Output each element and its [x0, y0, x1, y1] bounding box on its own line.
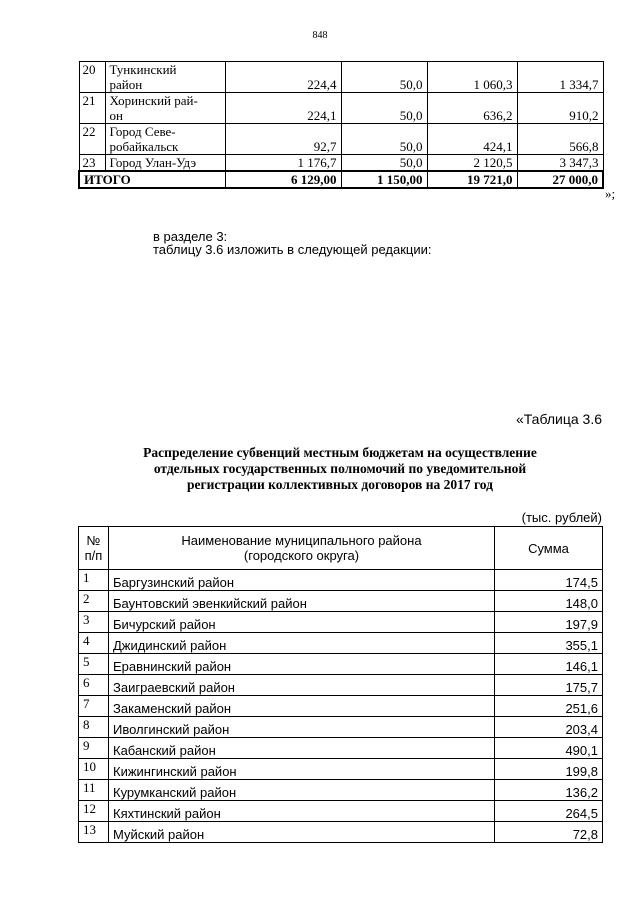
table-row — [79, 591, 603, 612]
total-value: 19 721,0 — [427, 171, 517, 188]
row-name-line: Хоринский рай- — [109, 93, 198, 108]
row-number: 6 — [79, 675, 109, 696]
value-cell: 1 060,3 — [427, 62, 517, 93]
district-name: Муйский район — [109, 822, 495, 843]
header-name-line: (городского округа) — [243, 548, 360, 563]
total-row — [79, 171, 603, 188]
district-name: Кабанский район — [109, 738, 495, 759]
value-cell: 224,4 — [225, 62, 341, 93]
header-num — [79, 527, 109, 570]
total-value: 1 150,00 — [341, 171, 427, 188]
district-name: Баргузинский район — [109, 570, 495, 591]
table-row — [79, 822, 603, 843]
header-num-line: п/п — [84, 548, 103, 563]
total-label: ИТОГО — [79, 171, 225, 188]
value-cell: 636,2 — [427, 93, 517, 124]
page-number: 848 — [312, 30, 328, 41]
section-paragraph: в разделе 3: — [153, 229, 228, 244]
value-cell: 424,1 — [427, 124, 517, 155]
value-cell: 566,8 — [517, 124, 603, 155]
previous-table-body — [79, 62, 603, 189]
row-name-line: Город Улан-Удэ — [109, 155, 197, 170]
row-name-line: он — [109, 108, 123, 123]
total-value: 6 129,00 — [225, 171, 341, 188]
row-name-line: Тункинский — [109, 62, 177, 77]
district-name: Бичурский район — [109, 612, 495, 633]
table-row — [79, 801, 603, 822]
subventions-table — [78, 526, 603, 843]
table-row — [79, 696, 603, 717]
value-cell: 92,7 — [225, 124, 341, 155]
previous-table — [78, 61, 604, 189]
table-row — [79, 62, 603, 93]
row-number: 20 — [79, 62, 105, 93]
table-row — [79, 633, 603, 654]
district-name: Курумканский район — [109, 780, 495, 801]
sum-value: 175,7 — [495, 675, 603, 696]
district-name: Джидинский район — [109, 633, 495, 654]
district-name: Закаменский район — [109, 696, 495, 717]
instruction-paragraph: таблицу 3.6 изложить в следующей редакции: — [153, 242, 432, 257]
sum-value: 72,8 — [495, 822, 603, 843]
sum-value: 199,8 — [495, 759, 603, 780]
table-title — [80, 445, 600, 493]
district-name: Еравнинский район — [109, 654, 495, 675]
row-number: 10 — [79, 759, 109, 780]
row-name — [105, 62, 225, 93]
row-number: 12 — [79, 801, 109, 822]
table-row — [79, 155, 603, 172]
table-title-line: отдельных государственных полномочий по уведомительной — [153, 461, 527, 476]
row-number: 21 — [79, 93, 105, 124]
row-number: 4 — [79, 633, 109, 654]
table-row — [79, 780, 603, 801]
district-name: Баунтовский эвенкийский район — [109, 591, 495, 612]
value-cell: 50,0 — [341, 124, 427, 155]
row-number: 9 — [79, 738, 109, 759]
value-cell: 910,2 — [517, 93, 603, 124]
row-number: 3 — [79, 612, 109, 633]
row-name — [105, 124, 225, 155]
table-row — [79, 759, 603, 780]
row-number: 7 — [79, 696, 109, 717]
row-number: 5 — [79, 654, 109, 675]
row-number: 22 — [79, 124, 105, 155]
sum-value: 197,9 — [495, 612, 603, 633]
value-cell: 50,0 — [341, 62, 427, 93]
table-row — [79, 93, 603, 124]
sum-value: 136,2 — [495, 780, 603, 801]
table-row — [79, 738, 603, 759]
row-number: 23 — [79, 155, 105, 172]
table-label: «Таблица 3.6 — [515, 411, 602, 427]
value-cell: 50,0 — [341, 93, 427, 124]
value-cell: 1 334,7 — [517, 62, 603, 93]
table-row — [79, 717, 603, 738]
value-cell: 1 176,7 — [225, 155, 341, 172]
table-row — [79, 654, 603, 675]
table-header-row — [79, 527, 603, 570]
value-cell: 50,0 — [341, 155, 427, 172]
row-number: 8 — [79, 717, 109, 738]
row-name-line: район — [109, 77, 143, 92]
row-number: 1 — [79, 570, 109, 591]
sum-value: 264,5 — [495, 801, 603, 822]
table-row — [79, 570, 603, 591]
district-name: Кяхтинский район — [109, 801, 495, 822]
units-label: (тыс. рублей) — [521, 510, 602, 525]
row-number: 13 — [79, 822, 109, 843]
row-number: 11 — [79, 780, 109, 801]
value-cell: 2 120,5 — [427, 155, 517, 172]
closing-quote: »; — [605, 186, 616, 201]
sum-value: 490,1 — [495, 738, 603, 759]
table-row — [79, 675, 603, 696]
row-name-line: робайкальск — [109, 139, 179, 154]
sum-value: 148,0 — [495, 591, 603, 612]
subventions-table-body — [79, 570, 603, 843]
row-name-line: Город Севе- — [109, 124, 176, 139]
sum-value: 203,4 — [495, 717, 603, 738]
district-name: Кижингинский район — [109, 759, 495, 780]
header-name-line: Наименование муниципального района — [181, 533, 422, 548]
district-name: Иволгинский район — [109, 717, 495, 738]
table-row — [79, 124, 603, 155]
row-name — [105, 155, 225, 172]
header-num-line: № — [86, 533, 101, 548]
district-name: Заиграевский район — [109, 675, 495, 696]
sum-value: 174,5 — [495, 570, 603, 591]
table-title-line: Распределение субвенций местным бюджетам на осуществление — [143, 445, 537, 460]
total-value: 27 000,0 — [517, 171, 603, 188]
sum-value: 251,6 — [495, 696, 603, 717]
row-number: 2 — [79, 591, 109, 612]
header-sum: Сумма — [495, 527, 603, 570]
table-row — [79, 612, 603, 633]
table-title-line: регистрации коллективных договоров на 2017 год — [187, 477, 493, 492]
sum-value: 146,1 — [495, 654, 603, 675]
value-cell: 3 347,3 — [517, 155, 603, 172]
header-name — [109, 527, 495, 570]
row-name — [105, 93, 225, 124]
value-cell: 224,1 — [225, 93, 341, 124]
sum-value: 355,1 — [495, 633, 603, 654]
